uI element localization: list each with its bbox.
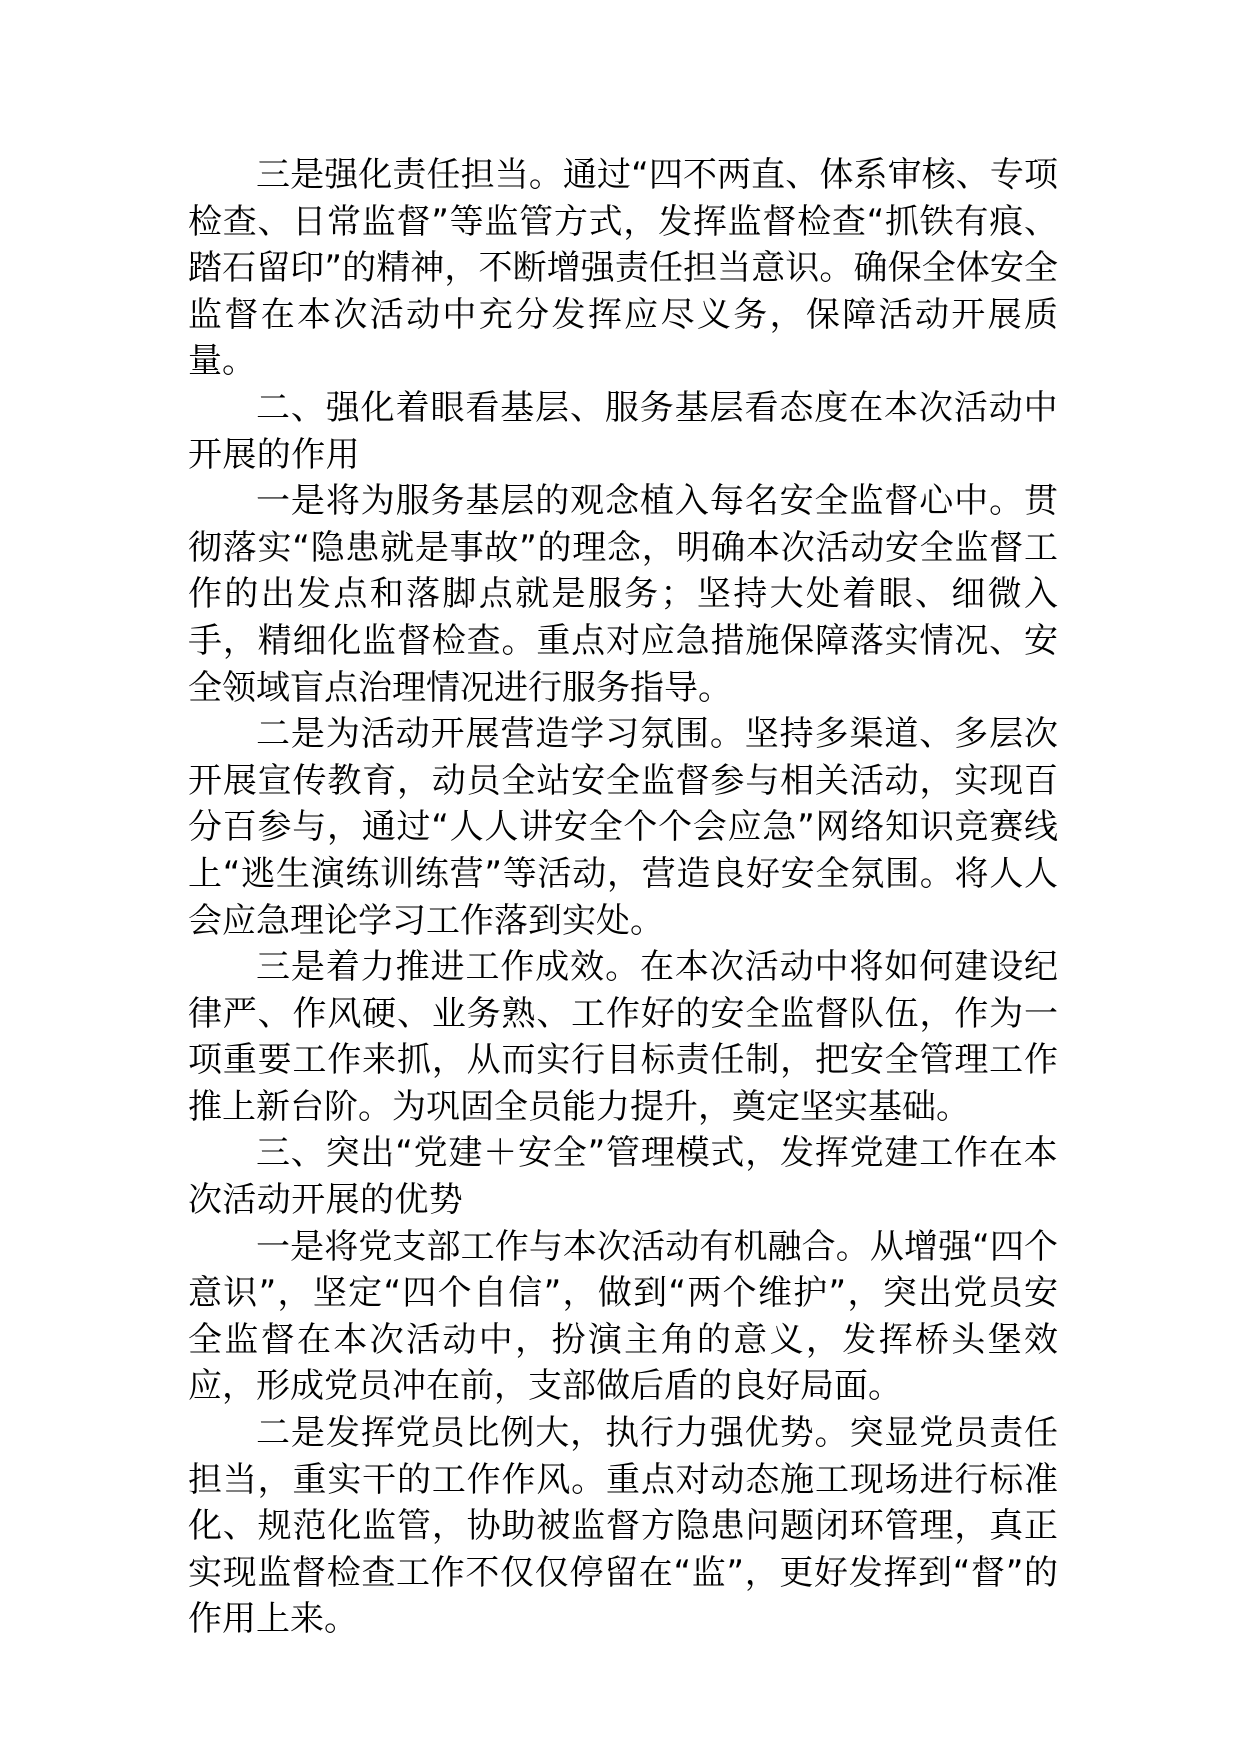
section-heading-3: 三、突出“党建＋安全”管理模式，发挥党建工作在本次活动开展的优势 bbox=[188, 1133, 1058, 1221]
paragraph-party-integration: 一是将党支部工作与本次活动有机融合。从增强“四个意识”，坚定“四个自信”，做到“两个维护”，突出党员安全监督在本次活动中，扮演主角的意义，发挥桥头堡效应，形成党员冲在前，支部做后盾的良好局面。 bbox=[188, 1226, 1058, 1407]
section-heading-2: 二、强化着眼看基层、服务基层看态度在本次活动中开展的作用 bbox=[188, 387, 1058, 475]
document-body bbox=[188, 152, 1058, 1643]
paragraph-learning-atmosphere: 二是为活动开展营造学习氛围。坚持多渠道、多层次开展宣传教育，动员全站安全监督参与相关活动，实现百分百参与，通过“人人讲安全个个会应急”网络知识竞赛线上“逃生演练训练营”等活动，营造良好安全氛围。将人人会应急理论学习工作落到实处。 bbox=[188, 714, 1058, 941]
paragraph-service-concept: 一是将为服务基层的观念植入每名安全监督心中。贯彻落实“隐患就是事故”的理念，明确本次活动安全监督工作的出发点和落脚点就是服务；坚持大处着眼、细微入手，精细化监督检查。重点对应急措施保障落实情况、安全领域盲点治理情况进行服务指导。 bbox=[188, 481, 1058, 708]
paragraph-work-effectiveness: 三是着力推进工作成效。在本次活动中将如何建设纪律严、作风硬、业务熟、工作好的安全监督队伍，作为一项重要工作来抓，从而实行目标责任制，把安全管理工作推上新台阶。为巩固全员能力提升，奠定坚实基础。 bbox=[188, 947, 1058, 1127]
paragraph-party-member-advantage: 二是发挥党员比例大，执行力强优势。突显党员责任担当，重实干的工作作风。重点对动态施工现场进行标准化、规范化监管，协助被监督方隐患问题闭环管理，真正实现监督检查工作不仅仅停留在“监”，更好发挥到“督”的作用上来。 bbox=[188, 1413, 1058, 1640]
paragraph-strengthen-responsibility: 三是强化责任担当。通过“四不两直、体系审核、专项检查、日常监督”等监管方式，发挥监督检查“抓铁有痕、踏石留印”的精神，不断增强责任担当意识。确保全体安全监督在本次活动中充分发挥应尽义务，保障活动开展质量。 bbox=[188, 155, 1058, 382]
